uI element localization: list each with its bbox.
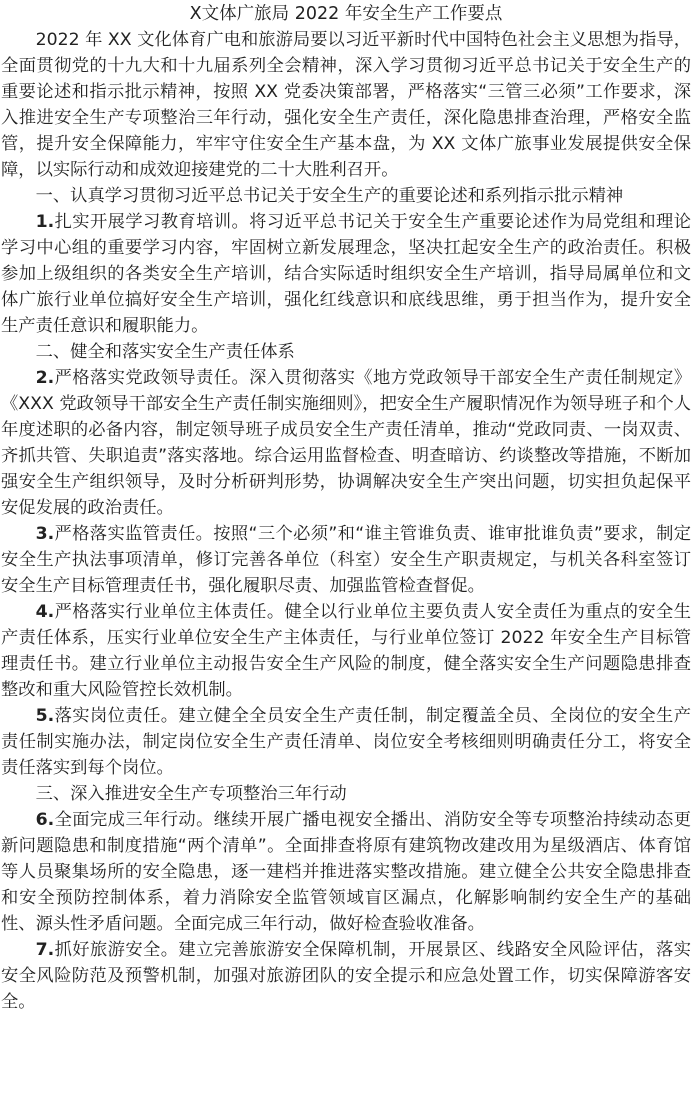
document-title: X文体广旅局 2022 年安全生产工作要点	[189, 4, 503, 24]
item-2-paragraph	[1, 365, 691, 521]
section-heading-2: 二、健全和落实安全生产责任体系	[35, 342, 295, 362]
item-5-paragraph	[1, 703, 691, 781]
item-4-paragraph	[1, 599, 691, 703]
item-6-paragraph	[1, 807, 691, 937]
item-1-number: 1.	[35, 212, 55, 232]
item-3-paragraph	[1, 521, 691, 599]
item-7-number: 7.	[35, 940, 55, 960]
item-2-number: 2.	[35, 368, 55, 388]
item-1-text: 扎实开展学习教育培训。将习近平总书记关于安全生产重要论述作为局党组和理论学习中心组的重要学习内容，牢固树立新发展理念，坚决扛起安全生产的政治责任。积极参加上级组织的各类安全生产培训，结合实际适时组织安全生产培训，指导局属单位和文体广旅行业单位搞好安全生产培训，强化红线意识和底线思维，勇于担当作为，提升安全生产责任意识和履职能力。	[1, 212, 691, 336]
item-6-number: 6.	[35, 810, 55, 830]
section-heading-1: 一、认真学习贯彻习近平总书记关于安全生产的重要论述和系列指示批示精神	[35, 186, 624, 206]
item-3-number: 3.	[35, 524, 55, 544]
item-5-text: 落实岗位责任。建立健全全员安全生产责任制，制定覆盖全员、全岗位的安全生产责任制实施办法，制定岗位安全生产责任清单、岗位安全考核细则明确责任分工，将安全责任落实到每个岗位。	[1, 706, 691, 778]
item-1-paragraph	[1, 209, 691, 339]
item-7-paragraph	[1, 937, 691, 1015]
item-5-number: 5.	[35, 706, 55, 726]
item-4-number: 4.	[35, 602, 55, 622]
item-2-text: 严格落实党政领导责任。深入贯彻落实《地方党政领导干部安全生产责任制规定》《XXX 党政领导干部安全生产责任制实施细则》，把安全生产履职情况作为领导班子和个人年度述职的必备内容，制定领导班子成员安全生产责任清单，推动“党政同责、一岗双责、齐抓共管、失职追责”落实落地。综合运用监督检查、明查暗访、约谈整改等措施，不断加强安全生产组织领导，及时分析研判形势，协调解决安全生产突出问题，切实担负起保平安促发展的政治责任。	[1, 368, 691, 518]
intro-paragraph: 2022 年 XX 文化体育广电和旅游局要以习近平新时代中国特色社会主义思想为指导，全面贯彻党的十九大和十九届系列全会精神，深入学习贯彻习近平总书记关于安全生产的重要论述和指示批示精神，按照 XX 党委决策部署，严格落实“三管三必须”工作要求，深入推进安全生产专项整治三年行动，强化安全生产责任，深化隐患排查治理，严格安全监管，提升安全保障能力，牢牢守住安全生产基本盘，为 XX 文体广旅事业发展提供安全保障，以实际行动和成效迎接建党的二十大胜利召开。	[1, 30, 691, 180]
item-7-text: 抓好旅游安全。建立完善旅游安全保障机制，开展景区、线路安全风险评估，落实安全风险防范及预警机制，加强对旅游团队的安全提示和应急处置工作，切实保障游客安全。	[1, 940, 691, 1012]
item-4-text: 严格落实行业单位主体责任。健全以行业单位主要负责人安全责任为重点的安全生产责任体系，压实行业单位安全生产主体责任，与行业单位签订 2022 年安全生产目标管理责任书。建立行业单位主动报告安全生产风险的制度，健全落实安全生产问题隐患排查整改和重大风险管控长效机制。	[1, 602, 691, 700]
item-3-text: 严格落实监管责任。按照“三个必须”和“谁主管谁负责、谁审批谁负责”要求，制定安全生产执法事项清单，修订完善各单位（科室）安全生产职责规定，与机关各科室签订安全生产目标管理责任书，强化履职尽责、加强监管检查督促。	[1, 524, 691, 596]
section-heading-3: 三、深入推进安全生产专项整治三年行动	[35, 784, 347, 804]
item-6-text: 全面完成三年行动。继续开展广播电视安全播出、消防安全等专项整治持续动态更新问题隐患和制度措施“两个清单”。全面排查将原有建筑物改建改用为星级酒店、体育馆等人员聚集场所的安全隐患，逐一建档并推进落实整改措施。建立健全公共安全隐患排查和安全预防控制体系，着力消除安全监管领域盲区漏点，化解影响制约安全生产的基础性、源头性矛盾问题。全面完成三年行动，做好检查验收准备。	[1, 810, 691, 934]
